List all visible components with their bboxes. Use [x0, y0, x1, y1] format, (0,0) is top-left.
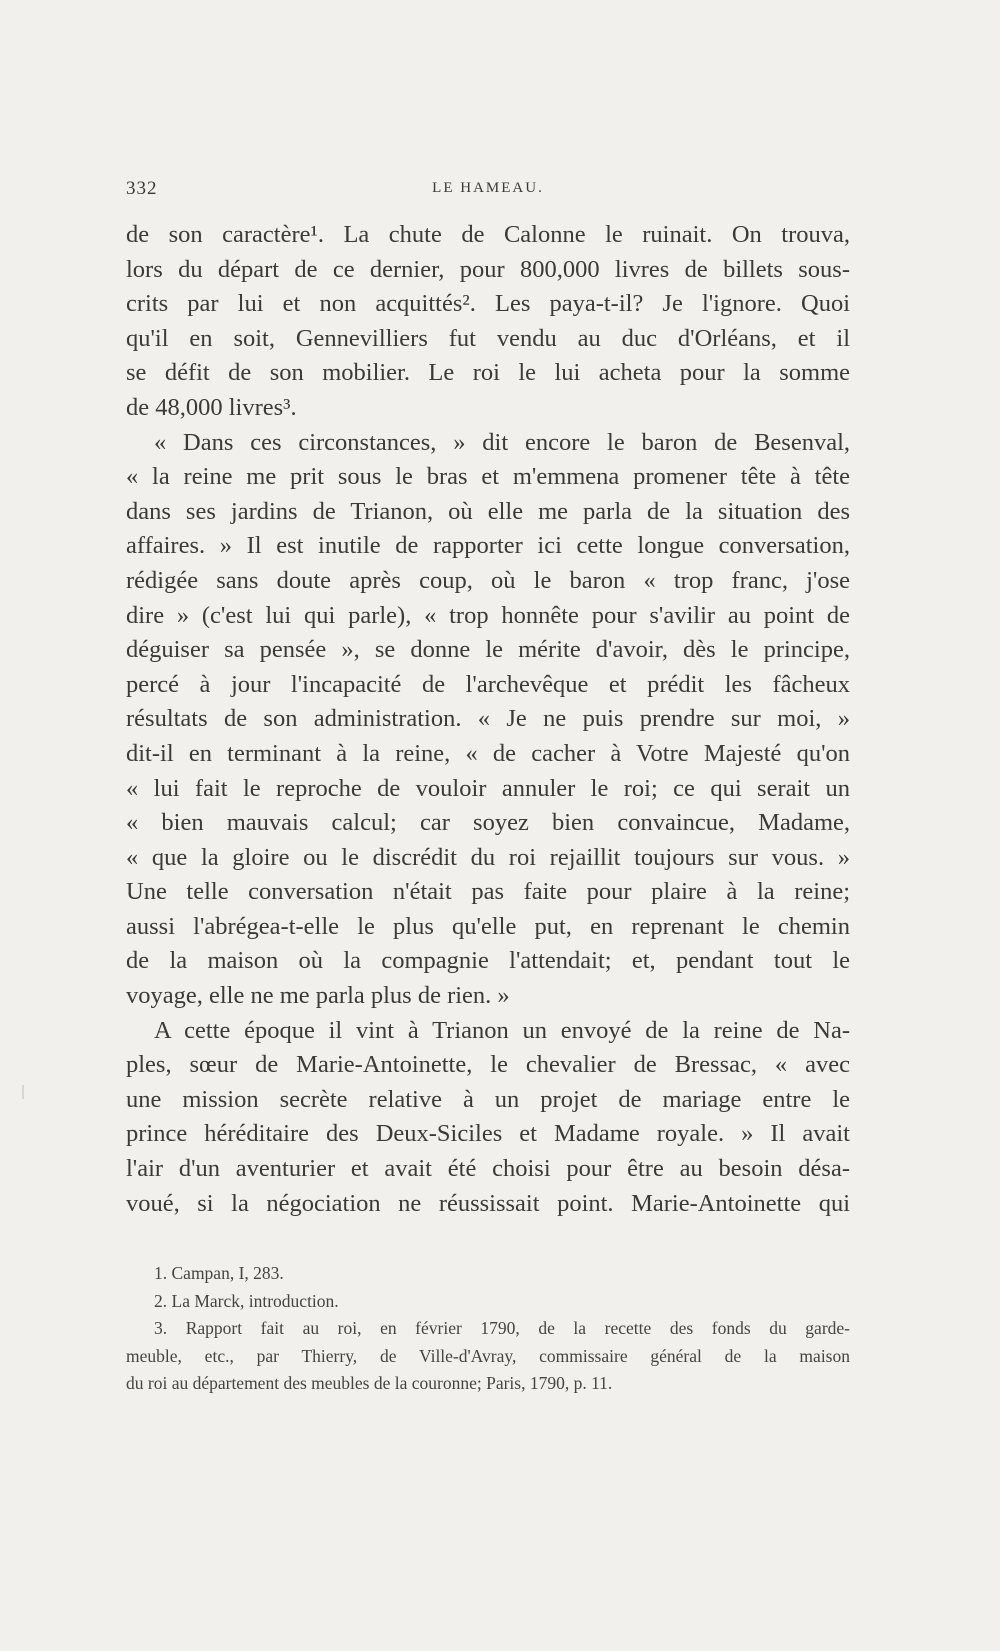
- text-line: une mission secrète relative à un projet de mariage entre le: [126, 1085, 850, 1113]
- footnote-2: 2. La Marck, introduction.: [154, 1290, 339, 1311]
- text-line: A cette époque il vint à Trianon un envoyé de la reine de Na-: [154, 1016, 850, 1044]
- page-header: [126, 178, 850, 206]
- text-line: lors du départ de ce dernier, pour 800,000 livres de billets sous-: [126, 255, 850, 283]
- text-line: déguiser sa pensée », se donne le mérite d'avoir, dès le principe,: [126, 636, 850, 664]
- text-line: voué, si la négociation ne réussissait point. Marie-Antoinette qui: [126, 1189, 850, 1217]
- text-line: Une telle conversation n'était pas faite pour plaire à la reine;: [126, 878, 850, 906]
- text-line: de 48,000 livres³.: [126, 393, 297, 421]
- page-number: 332: [126, 178, 158, 199]
- text-line: « bien mauvais calcul; car soyez bien convaincue, Madame,: [126, 809, 850, 837]
- text-line: dit-il en terminant à la reine, « de cacher à Votre Majesté qu'on: [126, 739, 850, 767]
- text-line: crits par lui et non acquittés². Les paya-t-il? Je l'ignore. Quoi: [126, 290, 850, 318]
- text-line: « lui fait le reproche de vouloir annuler le roi; ce qui serait un: [126, 774, 850, 802]
- text-line: qu'il en soit, Gennevilliers fut vendu au duc d'Orléans, et il: [126, 324, 850, 352]
- text-line: résultats de son administration. « Je ne puis prendre sur moi, »: [126, 705, 850, 733]
- text-line: de son caractère¹. La chute de Calonne le ruinait. On trouva,: [126, 221, 850, 248]
- text-line: aussi l'abrégea-t-elle le plus qu'elle put, en reprenant le chemin: [126, 912, 850, 940]
- text-line: rédigée sans doute après coup, où le baron « trop franc, j'ose: [126, 566, 850, 594]
- footnote-1: 1. Campan, I, 283.: [154, 1263, 284, 1283]
- footnote-3-continuation: du roi au département des meubles de la couronne; Paris, 1790, p. 11.: [126, 1373, 613, 1393]
- text-line: « la reine me prit sous le bras et m'emmena promener tête à tête: [126, 463, 850, 491]
- body-text: [126, 218, 850, 1221]
- footnotes: [126, 1260, 850, 1398]
- text-line: de la maison où la compagnie l'attendait; et, pendant tout le: [126, 947, 850, 975]
- text-line: se défit de son mobilier. Le roi le lui acheta pour la somme: [126, 359, 850, 387]
- page-edge-mark: [22, 1085, 24, 1099]
- text-line: « Dans ces circonstances, » dit encore le baron de Besenval,: [154, 428, 850, 456]
- text-line: l'air d'un aventurier et avait été choisi pour être au besoin désa-: [126, 1155, 850, 1183]
- text-line: dans ses jardins de Trianon, où elle me parla de la situation des: [126, 497, 850, 525]
- text-line: voyage, elle ne me parla plus de rien. »: [126, 982, 510, 1010]
- text-line: affaires. » Il est inutile de rapporter ici cette longue conversation,: [126, 532, 850, 560]
- footnote-3: 3. Rapport fait au roi, en février 1790, de la recette des fonds du garde-: [154, 1318, 850, 1338]
- text-line: prince héréditaire des Deux-Siciles et Madame royale. » Il avait: [126, 1120, 850, 1148]
- text-line: dire » (c'est lui qui parle), « trop honnête pour s'avilir au point de: [126, 601, 850, 629]
- footnote-3-continuation: meuble, etc., par Thierry, de Ville-d'Avray, commissaire général de la maison: [126, 1345, 850, 1366]
- running-head: LE HAMEAU.: [432, 180, 544, 196]
- text-line: « que la gloire ou le discrédit du roi rejaillit toujours sur vous. »: [126, 843, 850, 871]
- text-line: percé à jour l'incapacité de l'archevêque et prédit les fâcheux: [126, 670, 850, 698]
- text-line: ples, sœur de Marie-Antoinette, le chevalier de Bressac, « avec: [126, 1051, 850, 1079]
